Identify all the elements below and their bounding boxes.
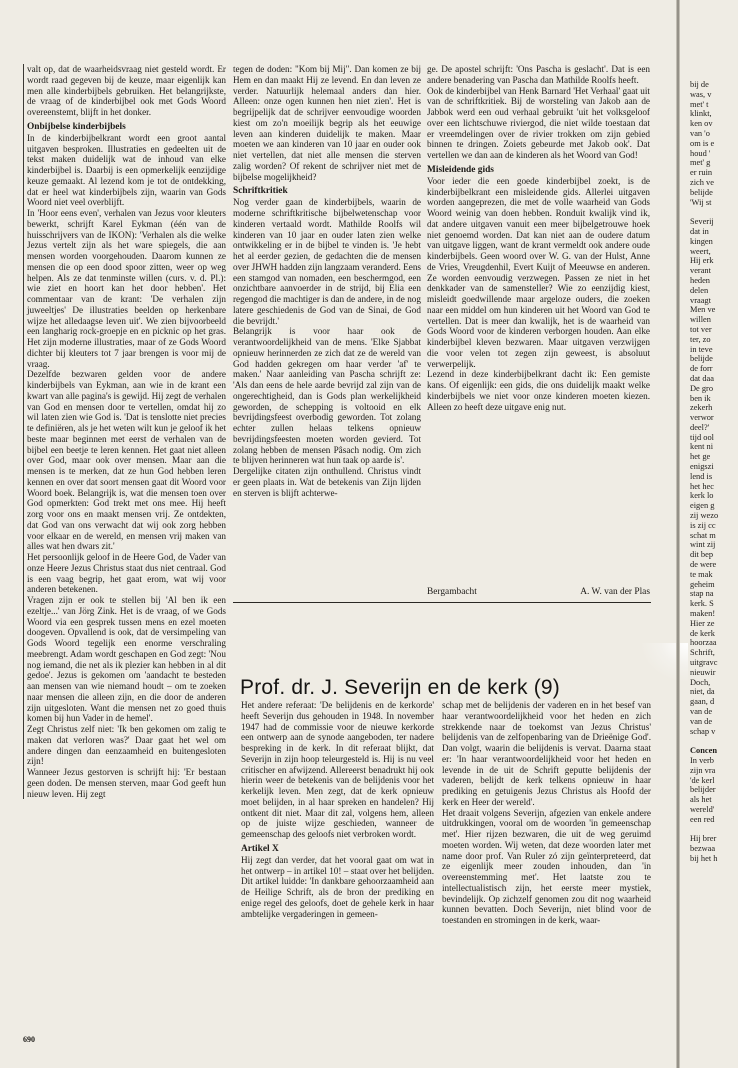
edge-line: De gro xyxy=(690,383,714,393)
edge-line: ter, zo xyxy=(690,334,711,344)
subheading-artikel-x: Artikel X xyxy=(241,843,279,854)
edge-line: van de xyxy=(690,707,713,716)
edge-line: zij wezo xyxy=(690,511,719,521)
subheading-onbijbelse-kinderbijbels: Onbijbelse kinderbijbels xyxy=(27,121,126,132)
edge-line: van de xyxy=(690,716,713,726)
edge-line: het hec xyxy=(690,481,714,491)
edge-line: klinkt, xyxy=(690,109,712,119)
edge-line: wint zij xyxy=(690,540,716,550)
column-2 xyxy=(233,64,421,498)
paragraph: ge. De apostel schrijft: 'Ons Pascha is geslacht'. Dat is een andere benadering van Pascha dan Mathilde Roolfs heeft. xyxy=(427,64,650,85)
edge-line: delen xyxy=(690,285,709,295)
edge-line: tijd ool xyxy=(690,432,714,442)
signature-place: Bergambacht xyxy=(427,587,477,597)
signature-author: A. W. van der Plas xyxy=(580,587,650,597)
edge-line: kingen xyxy=(690,236,713,246)
paragraph: Ook de kinderbijbel van Henk Barnard 'Het Verhaal' gaat uit van de schriftkritiek. Bij de worsteling van Jakob aan de Jabbok werd een oud verhaal gebruikt 'uit het volksgeloof over een lichtschuwe riviergod, die niet wilde toestaan dat er vreemdelingen over de rivier trokken om zijn gebied binnen te dringen. Zoiets gebeurde met Jakob ook'. Dat vertellen we dan aan de kinderen als het Woord van God! xyxy=(427,85,650,160)
edge-line: het ge xyxy=(690,452,711,462)
edge-line: wereld' xyxy=(690,804,715,814)
edge-line: met' t xyxy=(690,99,709,109)
edge-line: houd ' xyxy=(690,148,711,158)
edge-line: nieuwir xyxy=(690,667,716,677)
paragraph: Hij zegt dan verder, dat het vooral gaat om wat in het ontwerp – in artikel 10! – staat over het belijden. Dit artikel luidde: 'In dankbare gehoorzaamheid aan de Heilige Schrift, als de bron der prediking en enige regel des geloofs, doet de gehele kerk in haar ambtelijke vergaderingen in gemeen- xyxy=(241,854,434,919)
edge-line: er ruin xyxy=(690,168,713,178)
paragraph: Dezelfde bezwaren gelden voor de andere kinderbijbels van Eykman, aan wie in de krant een kwart van alle pagina's is gewijd. Hij zegt de verhalen van God en mensen door te vertellen, omdat hij zo wil laten zien wie God is. 'Dat is tenslotte niet precies te definiëren, als je het weten wilt kun je geloof ik het beste maar beginnen met eerst de verhalen van de bijbel een beetje te leren kennen. Het gaat niet alleen over God, maar ook over mensen. Maar aan die mensen is te merken, dat ze hun God hebben leren kennen en over dat soort mensen gaat dit Woord voor Woord boek. Belangrijk is, wat die mensen toen over God opmerkten: God trekt met ons mee. Hij heeft zorg voor ons en maakt mensen vrij. Ze ontdekten, dat God van ons verwacht dat wij ook zorg hebben voor elkaar en de wereld, en mensen vrij maken van alles wat hen dwars zit.' xyxy=(27,369,226,552)
edge-line: In verb xyxy=(690,755,714,765)
edge-line xyxy=(690,825,736,835)
edge-line: kerk. S xyxy=(690,599,714,609)
edge-line: was, v xyxy=(690,89,712,99)
edge-line: om is e xyxy=(690,138,715,148)
paragraph: Het andere referaat: 'De belijdenis en de kerkorde' heeft Severijn dus gehouden in 1948. In november 1947 had de commissie voor de nieuwe kerkorde een ontwerp aan de synode aangeboden, ter nadere bespreking in de kerk. In dit referaat blijkt, dat Severijn in zijn hoop teleurgesteld is. Hij is nu veel critischer en afwijzend. Allereerst benadrukt hij ook hierin weer de betekenis van de belijdenis voor het kerkelijk leven. Men zegt, dat de kerk opnieuw moet belijden, in al haar spreken en handelen? Hij ontkent dit niet. Maar dit zal, volgens hem, alleen op de juiste wijze geschieden, wanneer de gemeenschap des geloofs niet verbroken wordt. xyxy=(241,700,434,839)
page-number: 690 xyxy=(23,1035,35,1044)
edge-line: Hij erk xyxy=(690,256,714,266)
edge-line: de forr xyxy=(690,364,713,374)
column-1 xyxy=(23,64,226,799)
edge-line: in teve xyxy=(690,344,713,354)
edge-line: weert, xyxy=(690,246,711,256)
edge-line: zich ve xyxy=(690,177,714,187)
edge-line: heden xyxy=(690,275,710,285)
edge-line: de were xyxy=(690,560,717,570)
edge-line: 'de kerl xyxy=(690,775,715,785)
edge-line: bij de xyxy=(690,80,709,89)
edge-line: Doch, xyxy=(690,677,711,687)
edge-line: tot ver xyxy=(690,324,712,334)
article-divider xyxy=(233,602,651,603)
edge-line: maken! xyxy=(690,609,716,619)
edge-line: kent ni xyxy=(690,442,714,452)
column-3 xyxy=(427,64,650,412)
edge-line: schap v xyxy=(690,726,716,736)
subheading-misleidende-gids: Misleidende gids xyxy=(427,164,494,175)
paragraph: Voor ieder die een goede kinderbijbel zoekt, is de kinderbijbelkrant een misleidende gids. Allerlei uitgaven worden aangeprezen, die met de volle waarheid van Gods Woord weinig van doen hebben. Ronduit kwalijk vind ik, dat andere uitgaven vanuit een meer bijbelgetrouwe hoek niet genoemd worden. Dat kan niet aan de oudere datum van uitgave liggen, want de krant vermeldt ook andere oude kinderbijbels. Geen woord over W. G. van der Hulst, Anne de Vries, Vreugdenhil, Evert Kuijt of Meeuwse en anderen. Ze worden eenvoudig verzwegen. Passen ze niet in het denkkader van de samensteller? Wie zo eenzijdig kiest, misleidt goedwillende maar argeloze ouders, die zoeken naar een middel om hun kinderen uit het Woord van God te vertellen. Dat is meer dan kwalijk, het is de waarheid van Gods Woord voor de kinderen verborgen houden. Aan elke kinderbijbel kleven bezwaren. Maar uitgaven verzwijgen die voor velen tot zegen zijn geweest, is absoluut verwerpelijk. xyxy=(427,175,650,369)
paragraph: Zegt Christus zelf niet: 'Ik ben gekomen om zalig te maken dat verloren was?' Daar gaat het wel om andere dingen dan eenzaamheid en buitengesloten zijn! xyxy=(27,724,226,767)
edge-line: Concen xyxy=(690,746,717,756)
edge-line: hoorzaa xyxy=(690,638,717,648)
paragraph: valt op, dat de waarheidsvraag niet gesteld wordt. Er wordt raad gegeven bij de keuze, maar eigenlijk kan men alle kinderbijbels gebruiken. Het belangrijkste, de vraag of de kinderbijbel ook met Gods Woord overeenstemt, blijft in het donker. xyxy=(27,64,226,117)
edge-line: zekerh xyxy=(690,403,713,413)
edge-line: verant xyxy=(690,266,711,276)
page-curl xyxy=(640,643,688,683)
edge-line: enigszi xyxy=(690,462,714,472)
edge-line: bij het h xyxy=(690,853,718,863)
edge-line: is zij cc xyxy=(690,520,716,530)
edge-line: verwor xyxy=(690,413,714,423)
edge-line: van 'o xyxy=(690,128,710,138)
edge-line: belijde xyxy=(690,354,713,364)
edge-line: eigen g xyxy=(690,501,715,511)
paragraph: In de kinderbijbelkrant wordt een groot aantal uitgaven besproken. Illustraties en gedeelten uit de tekst maken duidelijk wat de inhoud van elke kinderbijbel is. Daarbij is een opmerkelijk eenzijdige keuze gemaakt. Al lezend kom je tot de ontdekking, dat er heel wat kinderbijbels zijn, waarin van Gods Woord niet veel overblijft. xyxy=(27,132,226,208)
edge-line: kerk lo xyxy=(690,491,714,501)
edge-line: stap na xyxy=(690,589,714,599)
paragraph: Nog verder gaan de kinderbijbels, waarin de moderne schriftkritische bijbelwetenschap voor kinderen vertaald wordt. Mathilde Roolfs wil kinderen van 10 jaar en ouder laten zien welke ontwikkeling er in de bijbel te vinden is. 'Je hebt het al eerder gezien, de gedachten die de mensen over JHWH hadden zijn langzaam veranderd. Eens een stamgod van nomaden, een beschermgod, een onzichtbare aanvoerder in de strijd, bij Elia een regengod die machtiger is dan de andere, in de nog latere geschiedenis de God van de Sinai, de God die bevrijdt.' xyxy=(233,197,422,326)
edge-line: te mak xyxy=(690,569,713,579)
edge-line: bezwaa xyxy=(690,844,716,854)
paragraph: Vragen zijn er ook te stellen bij 'Al ben ik een ezeltje...' van Jörg Zink. Het is de vraag, of we Gods Woord via een gesprek tussen mens en ezel moeten doogeven. Opvallend is ook, dat de versimpeling van Gods Woord tegelijk een enorme verschraling meebrengt. Adam wordt geschapen en God zegt: 'Nou nog iemand, die net als ik plezier kan hebben in al dit gedoe'. Jezus is gekomen om 'aandacht te besteden aan mensen van wie niemand houdt – om te zoeken naar mensen die alleen zijn, en die door de anderen zijn uitgesloten. Want die mensen net zo goed thuis komen bij hun Vader in de hemel'. xyxy=(27,595,226,724)
edge-line: dat in xyxy=(690,226,709,236)
edge-line: vraagt xyxy=(690,295,711,305)
edge-line: Severij xyxy=(690,217,714,227)
edge-line: zijn vra xyxy=(690,765,716,775)
edge-line: dat daa xyxy=(690,373,714,383)
edge-line: schat m xyxy=(690,530,716,540)
edge-line: Hier ze xyxy=(690,618,715,628)
paragraph: In 'Hoor eens even', verhalen van Jezus voor kleuters bewerkt, schrijft Karel Eykman (één van de huisschrijvers van de IKON): 'Verhalen als die welke Jezus vertelt zijn als het ware spiegels, die aan mensen worden voorgehouden. Daarom kunnen ze mensen die op een dood spoor zitten, weer op weg helpen. Als ze dat tenminste willen (curs. v. d. Pl.): wie ziet en hoort kan het door hebben'. Het commentaar van de krant: 'De verhalen zijn juweeltjes' De illustraties beelden op herkenbare wijze het alledaagse leven uit'. We zien bijvoorbeeld een langharig rock-groepje en en picknic op het gras. Het zijn moderne illustraties, maar of ze Gods Woord dichter bij kleuters tot 7 jaar brengen is voor mij de vraag. xyxy=(27,208,226,369)
paragraph: Lezend in deze kinderbijbelkrant dacht ik: Een gemiste kans. Of eigenlijk: een gids, die ons duidelijk maakt welke kinderbijbels we niet voor onze kinderen moeten kiezen. Alleen zo heeft deze uitgave enig nut. xyxy=(427,369,650,412)
edge-line: willen xyxy=(690,315,711,325)
article2-column-left xyxy=(241,700,434,919)
edge-line xyxy=(690,207,736,217)
edge-line: met' g xyxy=(690,158,711,168)
edge-line: Schrift, xyxy=(690,648,715,658)
edge-line: dit bep xyxy=(690,550,714,560)
paragraph: Dergelijke citaten zijn onthullend. Christus vindt er geen plaats in. Wat de betekenis van Zijn lijden en sterven is blijft achterwe- xyxy=(233,466,421,498)
edge-line: geheim xyxy=(690,579,715,589)
edge-line: gaan, d xyxy=(690,697,715,707)
edge-line: 'Wij st xyxy=(690,197,712,207)
article-headline: Prof. dr. J. Severijn en de kerk (9) xyxy=(240,676,560,699)
paragraph: tegen de doden: "Kom bij Mij". Dan komen ze bij Hem en dan maakt Hij ze levend. En dan leven ze verder. Natuurlijk helemaal anders dan hier. Alleen: onze ogen kunnen hen niet zien'. Het is begrijpelijk dat de schrijver eenvoudige woorden kiest om zo'n moeilijk begrip als het eeuwige leven aan kinderen duidelijk te maken. Maar moeten we aan kinderen van 10 jaar en ouder ook niet vertellen, dat niet alle mensen die sterven zalig worden? Of rekent de schrijver niet met de bijbelse mogelijkheid? xyxy=(233,64,421,182)
edge-line: lend is xyxy=(690,471,713,481)
edge-line: belijde xyxy=(690,187,713,197)
edge-line: uitgravc xyxy=(690,658,718,668)
edge-line: ben ik xyxy=(690,393,711,403)
next-page-edge-column xyxy=(690,80,736,864)
subheading-schriftkritiek: Schriftkritiek xyxy=(233,186,288,197)
edge-line: Hij brer xyxy=(690,834,717,844)
edge-line: belijder xyxy=(690,785,716,795)
edge-line: een red xyxy=(690,814,715,824)
paragraph: Het draait volgens Severijn, afgezien van enkele andere uitdrukkingen, vooral om de woorden 'in gemeenschap met'. Hier rijzen bezwaren, die uit de weg geruimd moeten worden. Wij weten, dat deze woorden later met name door prof. Van Ruler zó zijn geïnterpreteerd, dat ze eigenlijk meer zouden inhouden, dan 'in overeenstemming met'. Het laatste zou te intellectualistisch zijn, het eerste meer mystiek, bevindelijk. Op zichzelf genomen zou dit nog waarheid kunnen bevatten. Doch Severijn, niet blind voor de toestanden en stromingen in de kerk, waar- xyxy=(442,807,651,925)
edge-line xyxy=(690,736,736,746)
edge-line: de kerk xyxy=(690,628,715,638)
edge-line: deel?' xyxy=(690,422,710,432)
paragraph: Wanneer Jezus gestorven is schrijft hij: 'Er bestaan geen doden. De mensen sterven, maar God geeft hun nieuw leven. Hij zegt xyxy=(27,767,226,799)
edge-line: Men ve xyxy=(690,305,716,315)
edge-line: als het xyxy=(690,795,712,805)
edge-line: niet, da xyxy=(690,687,715,697)
paragraph: Het persoonlijk geloof in de Heere God, de Vader van onze Heere Jezus Christus staat dus niet centraal. God is een vaag begrip, het gaat erom, wat wij voor anderen betekenen. xyxy=(27,552,226,595)
article2-column-right xyxy=(442,700,651,926)
book-spine xyxy=(676,0,680,1068)
edge-line: ken ov xyxy=(690,119,713,129)
paragraph: schap met de belijdenis der vaderen en in het besef van haar verantwoordelijkheid voor het heden en zich strekkende naar de toekomst van Jezus Christus' belijdenis van de zelfopenbaring van de Drieënige God'. Dan volgt, waarin die belijdenis is vervat. Daarna staat er: 'In haar verantwoordelijkheid voor het heden en levende in de uit de Schrift geputte belijdenis der vaderen, belijdt de kerk telkens opnieuw in haar prediking en getuigenis Jezus Christus als Hoofd der kerk en Heer der wereld'. xyxy=(442,700,651,807)
paragraph: Belangrijk is voor haar ook de verantwoordelijkheid van de mens. 'Elke Sjabbat opnieuw herinnerden ze zich dat ze de wereld van God hadden gekregen om haar verder 'af' te maken.' Naar aanleiding van Pascha schrijft ze: 'Als dan eens de hele aarde bevrijd zal zijn van de ongerechtigheid, dan is Gods plan werkelijkheid geworden, de schepping is voltooid en elk bevrijdingsfeest overbodig geworden. Tot zolang echter zullen helaas telkens opnieuw bevrijdingsfeesten moeten worden gevierd. Tot zolang hebben de mensen Pâsach nodig. Om zich te blijven herinneren wat hun taak op aarde is'. xyxy=(233,326,421,466)
article-signature xyxy=(427,587,650,597)
